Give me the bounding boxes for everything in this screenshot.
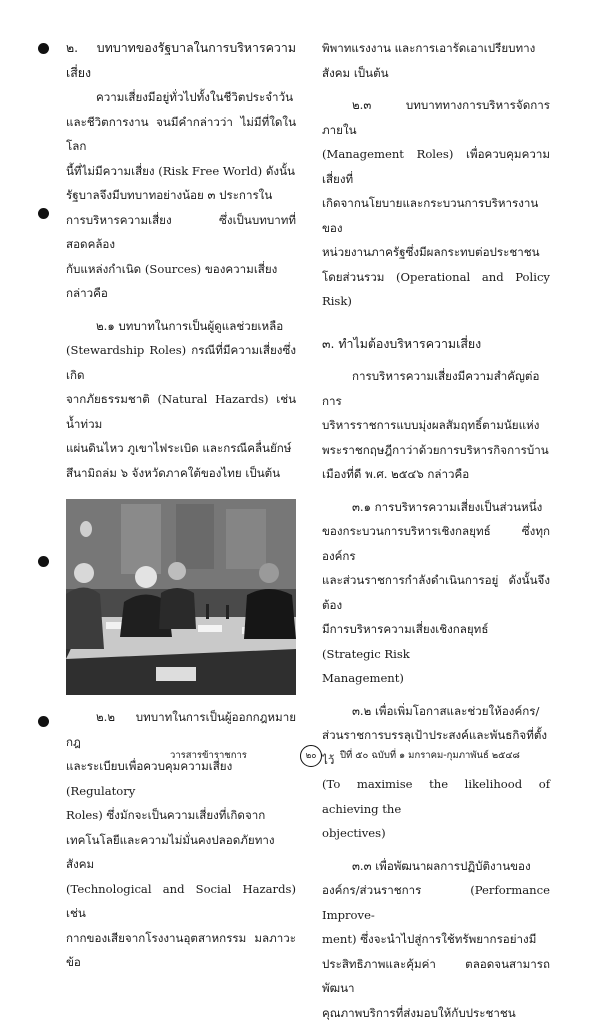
text-line: องค์กร/ส่วนราชการ (Performance Improve- — [322, 878, 550, 927]
magazine-name: วารสารข้าราชการ — [170, 748, 247, 763]
text-line: (Technological and Social Hazards) เช่น — [66, 877, 296, 926]
why-risk-paragraph — [322, 364, 550, 487]
point-3-2-paragraph — [322, 699, 550, 846]
text-line: ๒.๑ บทบาทในการเป็นผู้ดูแลช่วยเหลือ — [66, 314, 296, 339]
text-line: (To maximise the likelihood of achieving the — [322, 772, 550, 821]
text-line: รัฐบาลจึงมีบทบาทอย่างน้อย ๓ ประการใน — [66, 183, 296, 208]
text-line: โดยส่วนรวม (Operational and Policy Risk) — [322, 265, 550, 314]
text-line: ๒.๒ บทบาทในการเป็นผู้ออกกฎหมาย กฎ — [66, 705, 296, 754]
page-number-badge: ๒๐ — [300, 745, 322, 767]
management-roles-paragraph — [322, 93, 550, 314]
text-line: ๓.๒ เพื่อเพิ่มโอกาสและช่วยให้องค์กร/ — [322, 699, 550, 724]
section-heading: ๒. บทบาทของรัฐบาลในการบริหารความเสี่ยง — [66, 36, 296, 85]
text-line: สังคม เป็นต้น — [322, 61, 550, 86]
text-line: objectives) — [322, 821, 550, 846]
issue-info: ปีที่ ๕๐ ฉบับที่ ๑ มกราคม-กุมภาพันธ์ ๒๕๔๘ — [340, 748, 520, 763]
text-line: สึนามิถล่ม ๖ จังหวัดภาคใต้ของไทย เป็นต้น — [66, 461, 296, 486]
text-line: ๒.๓ บทบาททางการบริหารจัดการภายใน — [322, 93, 550, 142]
meeting-photo — [66, 499, 296, 695]
text-line: และส่วนราชการกำลังดำเนินการอยู่ ดังนั้นจึงต้อง — [322, 568, 550, 617]
right-column — [322, 36, 550, 1025]
text-line: Roles) ซึ่งมักจะเป็นความเสี่ยงที่เกิดจาก — [66, 803, 296, 828]
binder-hole — [38, 43, 49, 54]
text-line: กากของเสียจากโรงงานอุตสาหกรรม มลภาวะ ข้อ — [66, 926, 296, 975]
text-line: แผ่นดินไหว ภูเขาไฟระเบิด และกรณีคลื่นยักษ์ — [66, 436, 296, 461]
text-line: และระเบียบเพื่อควบคุมความเสี่ยง (Regulatory — [66, 754, 296, 803]
text-line: ๓.๓ เพื่อพัฒนาผลการปฏิบัติงานของ — [322, 854, 550, 879]
text-line: เทคโนโลยีและความไม่มั่นคงปลอดภัยทางสังคม — [66, 828, 296, 877]
text-line: การบริหารความเสี่ยง ซึ่งเป็นบทบาทที่สอดคล้อง — [66, 208, 296, 257]
text-line: พิพาทแรงงาน และการเอารัดเอาเปรียบทาง — [322, 36, 550, 61]
text-line: กล่าวคือ — [66, 281, 296, 306]
text-line: (Management Roles) เพื่อควบคุมความเสี่ยงที่ — [322, 142, 550, 191]
text-line: คุณภาพบริการที่ส่งมอบให้กับประชาชน — [322, 1001, 550, 1025]
text-line: ประสิทธิภาพและคุ้มค่า ตลอดจนสามารถพัฒนา — [322, 952, 550, 1001]
intro-paragraph — [66, 85, 296, 306]
text-line: ความเสี่ยงมีอยู่ทั่วไปทั้งในชีวิตประจำวัน — [66, 85, 296, 110]
text-line: ของกระบวนการบริหารเชิงกลยุทธ์ ซึ่งทุกองค์กร — [322, 519, 550, 568]
text-line: เมืองที่ดี พ.ศ. ๒๕๔๖ กล่าวคือ — [322, 462, 550, 487]
text-line: จากภัยธรรมชาติ (Natural Hazards) เช่น น้ำท่วม — [66, 387, 296, 436]
text-line: Management) — [322, 666, 550, 691]
text-line: ๓.๑ การบริหารความเสี่ยงเป็นส่วนหนึ่ง — [322, 495, 550, 520]
text-line: เกิดจากนโยบายและกระบวนการบริหารงานของ — [322, 191, 550, 240]
point-3-1-paragraph — [322, 495, 550, 691]
section-heading-3: ๓. ทำไมต้องบริหารความเสี่ยง — [322, 332, 550, 357]
text-line: นี้ที่ไม่มีความเสี่ยง (Risk Free World) ดังนั้น — [66, 159, 296, 184]
text-line: การบริหารความเสี่ยงมีความสำคัญต่อการ — [322, 364, 550, 413]
binder-hole — [38, 556, 49, 567]
stewardship-roles-paragraph — [66, 314, 296, 486]
text-line: ส่วนราชการบรรลุเป้าประสงค์และพันธกิจที่ตั้งไว้ — [322, 723, 550, 772]
point-3-3-paragraph — [322, 854, 550, 1025]
binder-hole — [38, 208, 49, 219]
text-line: หน่วยงานภาครัฐซึ่งมีผลกระทบต่อประชาชน — [322, 240, 550, 265]
text-line: พระราชกฤษฎีกาว่าด้วยการบริหารกิจการบ้าน — [322, 438, 550, 463]
text-line: มีการบริหารความเสี่ยงเชิงกลยุทธ์ (Strategic Risk — [322, 617, 550, 666]
page-footer — [170, 745, 570, 767]
text-line: และชีวิตการงาน จนมีคำกล่าวว่า ไม่มีที่ใดในโลก — [66, 110, 296, 159]
text-line: ment) ซึ่งจะนำไปสู่การใช้ทรัพยากรอย่างมี — [322, 927, 550, 952]
text-line: (Stewardship Roles) กรณีที่มีความเสี่ยงซึ่งเกิด — [66, 338, 296, 387]
continued-paragraph — [322, 36, 550, 85]
text-line: กับแหล่งกำเนิด (Sources) ของความเสี่ยง — [66, 257, 296, 282]
left-column — [66, 36, 296, 975]
text-line: บริหารราชการแบบมุ่งผลสัมฤทธิ์ตามนัยแห่ง — [322, 413, 550, 438]
binder-hole — [38, 716, 49, 727]
